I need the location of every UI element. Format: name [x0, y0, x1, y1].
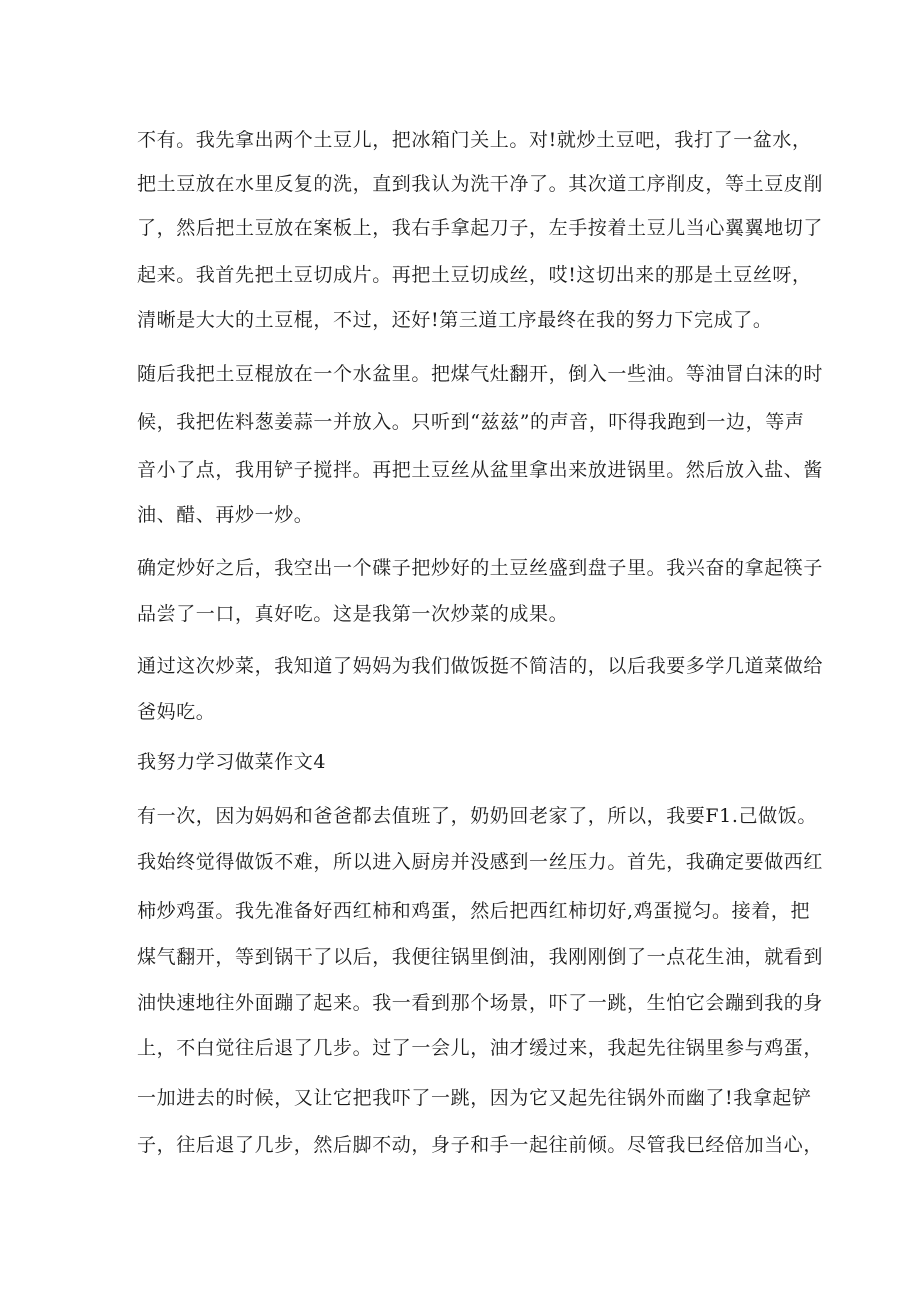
section-heading: 我努力学习做菜作文4 — [137, 751, 327, 773]
text-line: 通过这次炒菜，我知道了妈妈为我们做饭挺不简洁的，以后我要多学几道菜做给 — [137, 655, 824, 677]
text-line: 我始终觉得做饭不难，所以进入厨房并没感到一丝压力。首先，我确定要做西红 — [137, 851, 824, 873]
text-line: 一加进去的时候，又让它把我吓了一跳，因为它又起先往锅外而幽了!我拿起铲 — [137, 1087, 812, 1109]
text-line: 爸妈吃。 — [137, 701, 216, 723]
text-line: 有一次，因为妈妈和爸爸都去值班了，奶奶回老家了，所以，我要F1.己做饭。 — [137, 805, 817, 827]
text-line: 起来。我首先把土豆切成片。再把土豆切成丝，哎!这切出来的那是土豆丝呀， — [137, 264, 812, 286]
text-line: 品尝了一口，真好吃。这是我第一次炒菜的成果。 — [137, 603, 569, 625]
text-line: 把土豆放在水里反复的洗，直到我认为洗干净了。其次道工序削皮，等土豆皮削 — [137, 173, 824, 195]
text-line: 油、醋、再炒一炒。 — [137, 504, 314, 526]
text-line: 上，不白觉往后退了几步。过了一会儿，油才缓过来，我起先往锅里参与鸡蛋， — [137, 1037, 824, 1059]
text-line: 煤气翻开，等到锅干了以后，我便往锅里倒油，我刚刚倒了一点花生油，就看到 — [137, 946, 824, 968]
text-line: 随后我把土豆棍放在一个水盆里。把煤气灶翻开，倒入一些油。等油冒白沫的时 — [137, 363, 824, 385]
text-line: 清晰是大大的土豆棍，不过，还好!第三道工序最终在我的努力下完成了。 — [137, 309, 773, 331]
text-line: 子，往后退了几步，然后脚不动，身子和手一起往前倾。尽管我巳经倍加当心， — [137, 1134, 824, 1156]
text-line: 不有。我先拿出两个土豆儿，把冰箱门关上。对!就炒土豆吧，我打了一盆水， — [137, 129, 812, 151]
text-line: 柿炒鸡蛋。我先准备好西红柿和鸡蛋，然后把西红柿切好,鸡蛋搅匀。接着，把 — [137, 900, 811, 922]
text-line: 确定炒好之后，我空出一个碟子把炒好的土豆丝盛到盘子里。我兴奋的拿起筷子 — [137, 557, 824, 579]
text-line: 油快速地往外面蹦了起来。我一看到那个场景，吓了一跳，生怕它会蹦到我的身 — [137, 992, 824, 1014]
text-line: 候，我把佐料葱姜蒜一并放入。只听到“兹兹”的声音，吓得我跑到一边，等声 — [137, 411, 805, 433]
text-line: 了，然后把土豆放在案板上，我右手拿起刀子，左手按着土豆儿当心翼翼地切了 — [137, 217, 824, 239]
text-line: 音小了点，我用铲子搅拌。再把土豆丝从盆里拿出来放进锅里。然后放入盐、酱 — [137, 459, 824, 481]
